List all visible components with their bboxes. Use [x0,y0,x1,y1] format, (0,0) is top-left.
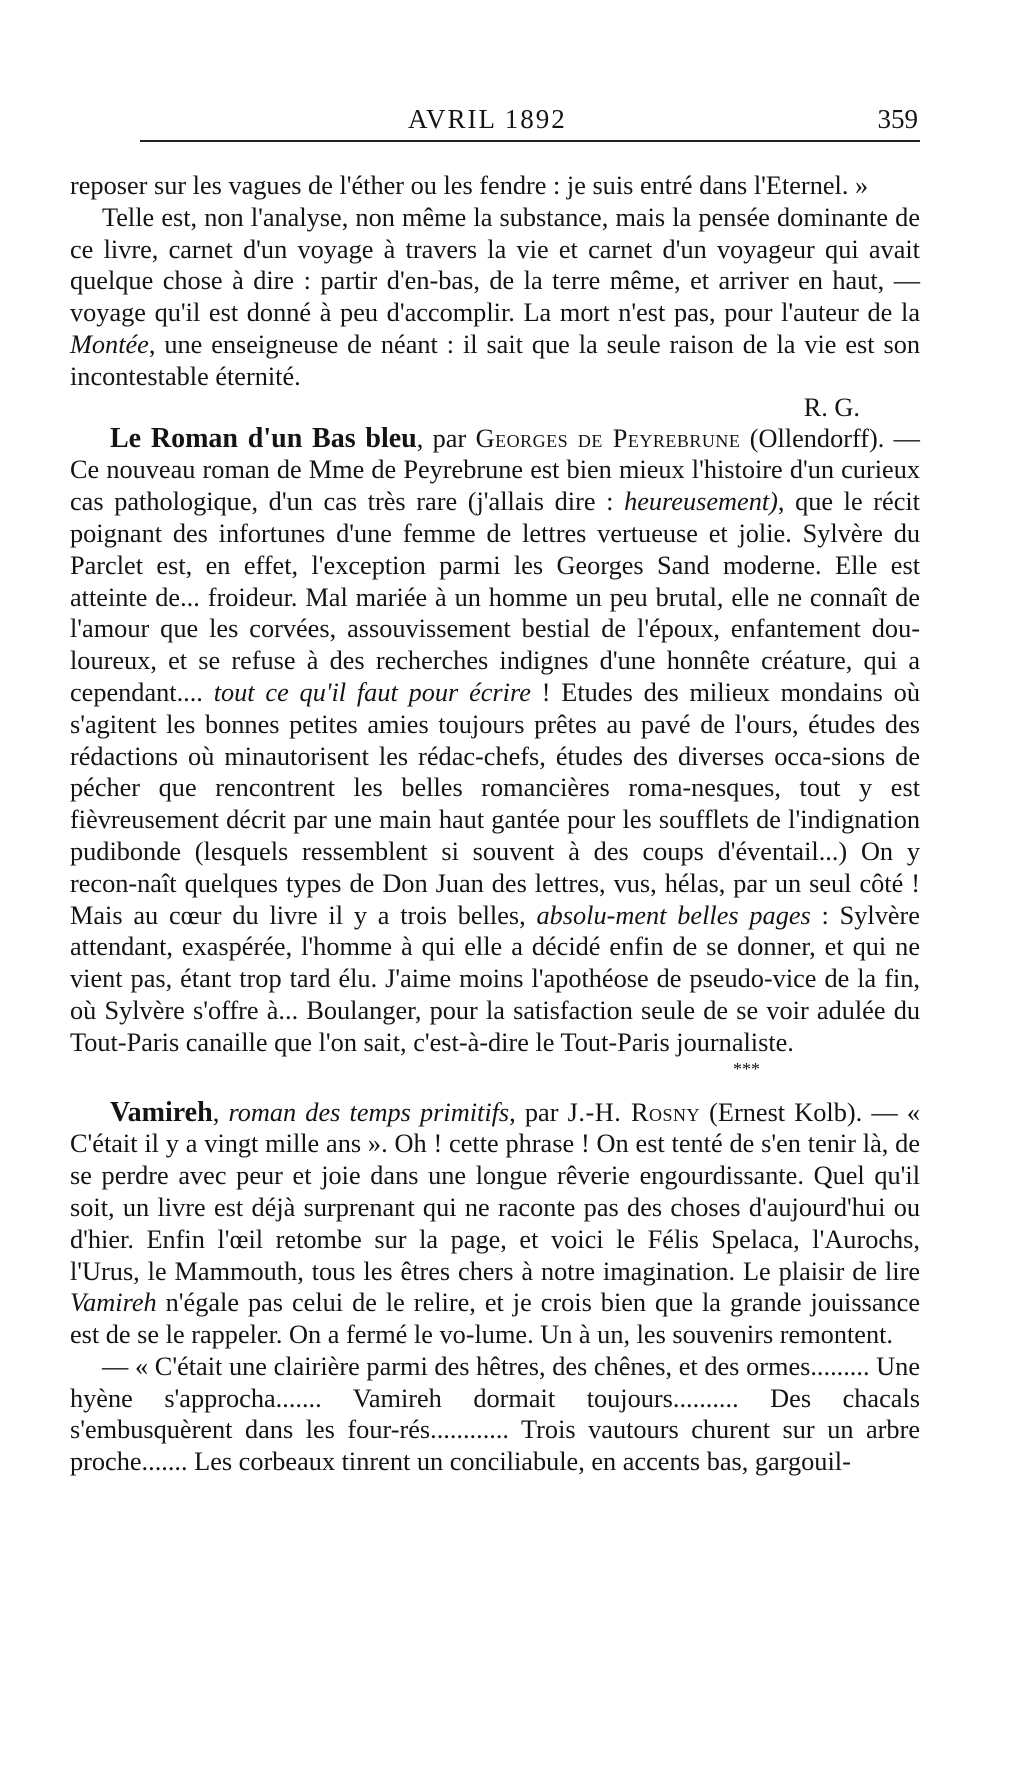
review-3-book-title: Vamireh [110,1096,213,1128]
review-1-text-b: , une enseigneuse de néant : il sait que la seule raison de la vie est son incontestable éternité. [70,329,920,391]
review-1-paragraph [70,202,920,393]
review-3-paragraph [70,1097,920,1351]
review-2-emphasis-2: tout ce qu'il faut pour écrire [213,677,531,707]
section-separator-stars: *** [733,1058,760,1079]
review-3-text-2: n'égale pas celui de le relire, et je crois bien que la grande jouissance est de se le rappeler. On a fermé le vo-lume. Un à un, les souvenirs remontent. [70,1288,920,1350]
header-title: AVRIL 1892 [408,104,567,134]
review-2-book-title: Le Roman d'un Bas bleu [110,422,417,454]
review-3-by: , par [509,1097,568,1127]
page-body [70,170,920,1478]
review-3-author: J.-H. Rosny [567,1097,700,1127]
page-number: 359 [877,104,918,134]
review-3-sep: , [212,1097,229,1127]
review-2-text-1: (Ollendorff). — Ce nouveau roman de Mme de Peyrebrune est bien mieux l'histoire d'un curieux cas pathologique, d'un cas très rare (j'allais dire : [70,423,920,517]
review-2-emphasis-1: heureusement) [624,487,778,517]
header-rule [140,140,920,142]
review-2-emphasis-3: absolu-ment belles pages [536,900,811,930]
review-2-author: Georges de Peyrebrune [475,423,741,453]
review-2-by: , par [416,423,476,453]
review-3-emphasis-1: Vamireh [70,1288,157,1318]
review-2-paragraph [70,423,920,1059]
review-1-book-title: Montée [70,329,149,359]
review-2-text-2: , que le récit poignant des infortunes d'une femme de lettres vertueuse et jolie. Sylvère du Parclet est, en effet, l'exception parmi les Georges Sand moderne. Elle est atteinte de... froideur. Mal mariée à un homme un peu brutal, elle ne connaît de l'amour que les corvées, assouvissement bestial de l'époux, enfantement dou-loureux, et se refuse à des recherches indignes d'une honnête créature, qui a cependant.... [70,487,920,707]
review-1-signature: R. G. [803,392,860,422]
review-1-closing-quote: reposer sur les vagues de l'éther ou les fendre : je suis entré dans l'Eternel. » [70,171,869,200]
review-1-text-a: Telle est, non l'analyse, non même la substance, mais la pensée dominante de ce livre, carnet d'un voyage à travers la vie et carnet d'un voyageur qui avait quelque chose à dire : partir d'en-bas, de la terre même, et arriver en haut, — voyage qu'il est donné à peu d'accomplir. La mort n'est pas, pour l'auteur de la [70,202,920,328]
review-3-text-1: (Ernest Kolb). — « C'était il y a vingt mille ans ». Oh ! cette phrase ! On est tenté de s'en tenir là, de se perdre avec peur et joie dans une longue rêverie engourdissante. Quel qu'il soit, un livre est déjà surprenant qui ne raconte pas des choses d'aujourd'hui ou d'hier. Enfin l'œil retombe sur la page, et voici le Félis Spelaca, l'Aurochs, l'Urus, le Mammouth, tous les êtres chers à notre imagination. Le plaisir de lire [70,1097,920,1286]
review-2-text-3: ! Etudes des milieux mondains où s'agitent les bonnes petites amies toujours prêtes au pavé de l'ours, études des rédactions où minautorisent les rédac-chefs, études des diverses occa-sions de pécher que rencontrent les belles romancières roma-nesques, tout y est fièvreusement décrit par une main haut gantée pour les soufflets de l'indignation pudibonde (lesquels ressemblent si souvent à des coups d'éventail...) On y recon-naît quelques types de Don Juan des lettres, vus, hélas, par un seul côté ! Mais au cœur du livre il y a trois belles, [70,677,920,930]
review-3-subtitle: roman des temps primitifs [228,1097,510,1127]
review-2-text-4: : Sylvère attendant, exaspérée, l'homme à qui elle a décidé enfin de se donner, et qui ne vient pas, étant trop tard élu. J'aime moins l'apothéose de pseudo-vice de la fin, où Sylvère s'offre à... Boulanger, pour la satisfaction seule de se voir adulée du Tout-Paris canaille que l'on sait, c'est-à-dire le Tout-Paris journaliste. [70,900,920,1057]
review-3-quote-paragraph: — « C'était une clairière parmi des hêtres, des chênes, et des ormes......... Une hyène s'approcha....... Vamireh dormait toujours.......... Des chacals s'embusquèrent dans les four-rés............ Trois vautours churent sur un arbre proche....... Les corbeaux tinrent un conciliabule, en accents bas, gargouil- [70,1351,920,1477]
